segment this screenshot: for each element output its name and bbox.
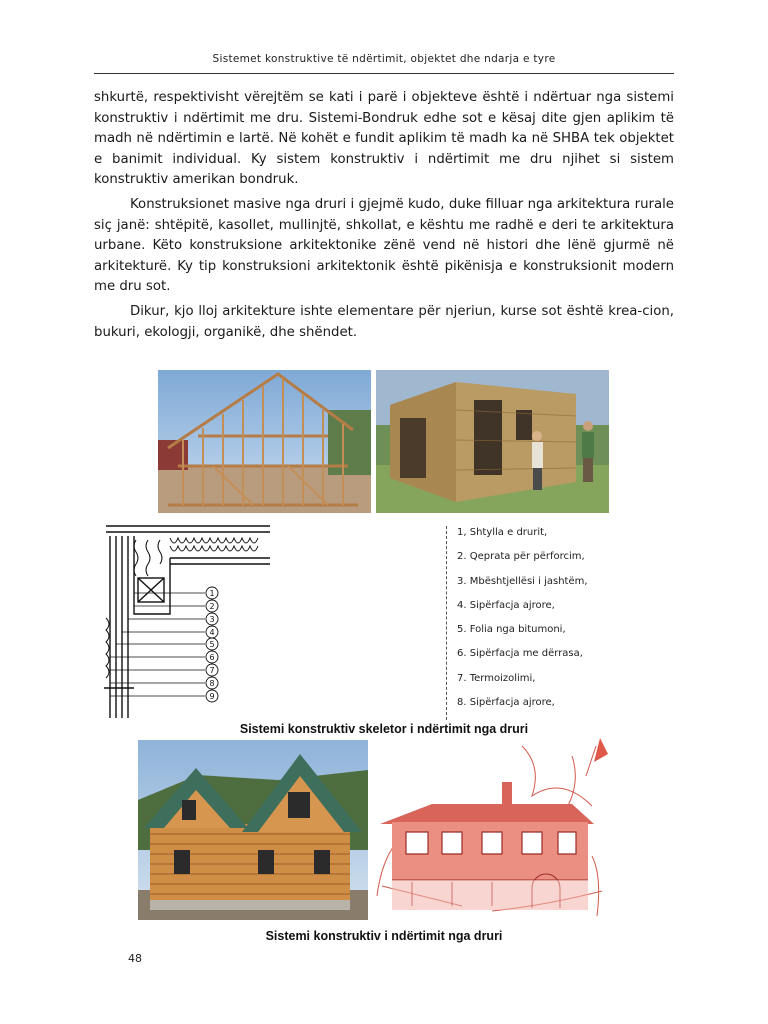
legend-item: 1, Shtylla e drurit, bbox=[457, 527, 548, 538]
figure-caption: Sistemi konstruktiv i ndërtimit nga druri bbox=[265, 929, 503, 943]
detail-number: 5 bbox=[209, 640, 215, 649]
legend-item: 3. Mbështjellësi i jashtëm, bbox=[457, 575, 588, 587]
legend-item: 2. Qeprata për përforcim, bbox=[457, 551, 585, 563]
figure-caption: Sistemi konstruktiv skeletor i ndërtimit nga druri bbox=[239, 722, 529, 736]
paragraph: shkurtë, respektivisht vërejtëm se kati i parë i objekteve është i ndërtuar nga sistemi konstruktiv i ndërtimit me dru. Sistemi-Bondruk edhe sot e kësaj dite gjen aplikim të madh në ndërtimin e lartë. Në kohët e fundit aplikim të madh ka në SHBA tek objektet e banimit individual. Ky sistem konstruktiv i ndërtimit me dru njihet si sistem konstruktiv amerikan bondruk. bbox=[94, 90, 674, 188]
legend-item: 6. Sipërfacja me dërrasa, bbox=[457, 648, 583, 660]
log-house-photo bbox=[138, 740, 368, 920]
paragraph: Dikur, kjo lloj arkitekture ishte elementare për njeriun, kurse sot është krea-cion, bukuri, ekologji, organikë, dhe shëndet. bbox=[94, 303, 674, 340]
detail-number: 7 bbox=[209, 666, 215, 675]
house-sketch-illustration bbox=[372, 736, 610, 922]
straw-cabin-photo bbox=[376, 370, 609, 513]
legend-item: 5. Folia nga bitumoni, bbox=[457, 624, 566, 636]
header-divider bbox=[94, 73, 674, 74]
detail-number: 1 bbox=[209, 589, 215, 598]
running-header: Sistemet konstruktive të ndërtimit, objektet dhe ndarja e tyre bbox=[212, 53, 556, 65]
legend-item: 8. Sipërfacja ajrore, bbox=[457, 697, 555, 709]
detail-number: 4 bbox=[209, 628, 215, 637]
paragraph: Konstruksionet masive nga druri i gjejmë kudo, duke filluar nga arkitektura rurale siç janë: shtëpitë, kasollet, mullinjtë, shkollat, e kështu me radhë e deri te arkitektura urbane. Këto konstruksione arkitektonike zënë vend në histori dhe lënë gjurmë në arkitekturë. Ky tip konstruksioni arkitektonik është pikënisja e konstruksionit modern me dru sot. bbox=[94, 196, 674, 295]
detail-number: 9 bbox=[209, 692, 215, 701]
body-text bbox=[94, 88, 674, 347]
page-number: 48 bbox=[128, 952, 142, 965]
timber-frame-photo bbox=[158, 370, 371, 513]
detail-number: 3 bbox=[209, 615, 215, 624]
detail-number: 2 bbox=[209, 602, 215, 611]
detail-number: 6 bbox=[209, 653, 215, 662]
figure-legend bbox=[446, 526, 657, 720]
legend-item: 4. Sipërfacja ajrore, bbox=[457, 599, 555, 611]
detail-number: 8 bbox=[209, 679, 215, 688]
legend-item: 7. Termoizolimi, bbox=[457, 672, 536, 684]
wall-section-drawing bbox=[100, 518, 280, 720]
